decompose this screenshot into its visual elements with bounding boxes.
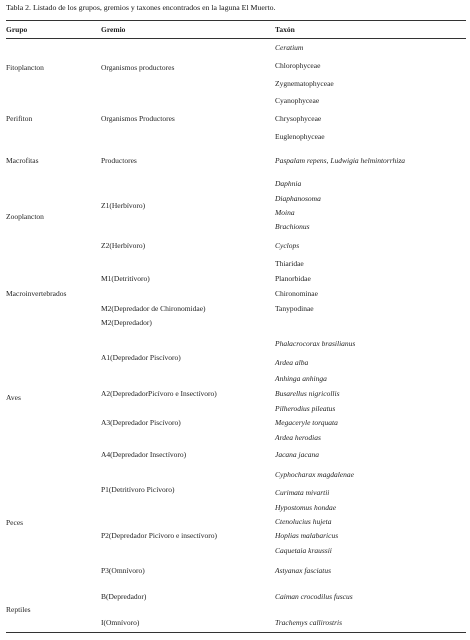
top-rule — [6, 20, 466, 21]
taxon-cell: Astyanax fasciatus — [275, 566, 332, 575]
grupo-cell: Peces — [6, 518, 24, 527]
bottom-rule — [6, 632, 466, 633]
taxon-cell: Zygnematophyceae — [275, 79, 334, 88]
gremio-cell: A2(DepredadorPicívoro e Insectívoro) — [101, 389, 217, 398]
taxon-cell: Ardea herodias — [275, 433, 321, 442]
taxon-cell: Ceratium — [275, 43, 304, 52]
gremio-cell: Productores — [101, 156, 137, 165]
taxon-cell: Jacana jacana — [275, 450, 319, 459]
gremio-cell: Organismos productores — [101, 63, 175, 72]
grupo-cell: Macrofitas — [6, 156, 39, 165]
taxon-cell: Daphnia — [275, 179, 302, 188]
gremio-cell: M2(Depredador de Chironomidae) — [101, 304, 206, 313]
taxon-cell: Trachemys callirostris — [275, 618, 343, 627]
taxon-cell: Ardea alba — [275, 358, 309, 367]
taxon-cell: Caquetaia kraussii — [275, 546, 332, 555]
gremio-cell: A1(Depredador Piscívoro) — [101, 353, 181, 362]
taxon-cell: Cyanophyceae — [275, 96, 320, 105]
taxon-cell: Hoplias malabaricus — [275, 531, 339, 540]
taxon-cell: Ctenolucius hujeta — [275, 517, 332, 526]
taxon-cell: Tanypodinae — [275, 304, 314, 313]
taxon-cell: Paspalam repens, Ludwigia helmintorrhiza — [275, 156, 406, 165]
gremio-cell: M2(Depredador) — [101, 318, 152, 327]
grupo-cell: Zooplancton — [6, 212, 44, 221]
table-caption: Tabla 2. Listado de los grupos, gremios y taxones encontrados en la laguna El Muerto. — [6, 3, 276, 12]
gremio-cell: A3(Depredador Piscívoro) — [101, 418, 181, 427]
gremio-cell: M1(Detritívoro) — [101, 274, 150, 283]
taxon-cell: Phalacrocorax brasilianus — [275, 339, 356, 348]
taxon-cell: Busarellus nigricollis — [275, 389, 340, 398]
grupo-cell: Aves — [6, 393, 21, 402]
grupo-cell: Fitoplancton — [6, 63, 44, 72]
gremio-cell: I(Omnívoro) — [101, 618, 140, 627]
header-grupo: Grupo — [6, 25, 28, 34]
taxon-cell: Caiman crocodilus fuscus — [275, 592, 353, 601]
header-rule — [6, 38, 466, 39]
gremio-cell: Organismos Productores — [101, 114, 175, 123]
gremio-cell: P2(Depredador Picívoro e insectívoro) — [101, 531, 218, 540]
taxon-cell: Euglenophyceae — [275, 132, 325, 141]
taxon-cell: Curimata mivartii — [275, 488, 330, 497]
taxon-cell: Megaceryle torquata — [275, 418, 338, 427]
gremio-cell: Z1(Herbívoro) — [101, 201, 146, 210]
taxon-cell: Cyclops — [275, 241, 300, 250]
taxon-cell: Chrysophyceae — [275, 114, 322, 123]
taxon-cell: Chlorophyceae — [275, 61, 321, 70]
taxon-cell: Hypostomus hondae — [275, 503, 337, 512]
grupo-cell: Reptiles — [6, 605, 31, 614]
taxon-cell: Moina — [275, 208, 295, 217]
grupo-cell: Macroinvertebrados — [6, 289, 67, 298]
header-gremio: Gremio — [101, 25, 126, 34]
gremio-cell: P3(Omnívoro) — [101, 566, 145, 575]
gremio-cell: A4(Depredador Insectívoro) — [101, 450, 187, 459]
gremio-cell: B(Depredador) — [101, 592, 147, 601]
taxon-cell: Planorbidae — [275, 274, 311, 283]
taxon-cell: Diaphanosoma — [275, 194, 321, 203]
gremio-cell: Z2(Herbívoro) — [101, 241, 146, 250]
header-taxon: Taxón — [275, 25, 295, 34]
taxon-cell: Chironominae — [275, 289, 318, 298]
taxon-cell: Pilherodius pileatus — [275, 404, 336, 413]
taxon-cell: Anhinga anhinga — [275, 374, 327, 383]
taxon-cell: Brachionus — [275, 222, 310, 231]
gremio-cell: P1(Detritívoro Picívoro) — [101, 485, 175, 494]
taxon-cell: Thiaridae — [275, 259, 304, 268]
grupo-cell: Perifiton — [6, 114, 33, 123]
taxon-cell: Cyphocharax magdalenae — [275, 470, 354, 479]
